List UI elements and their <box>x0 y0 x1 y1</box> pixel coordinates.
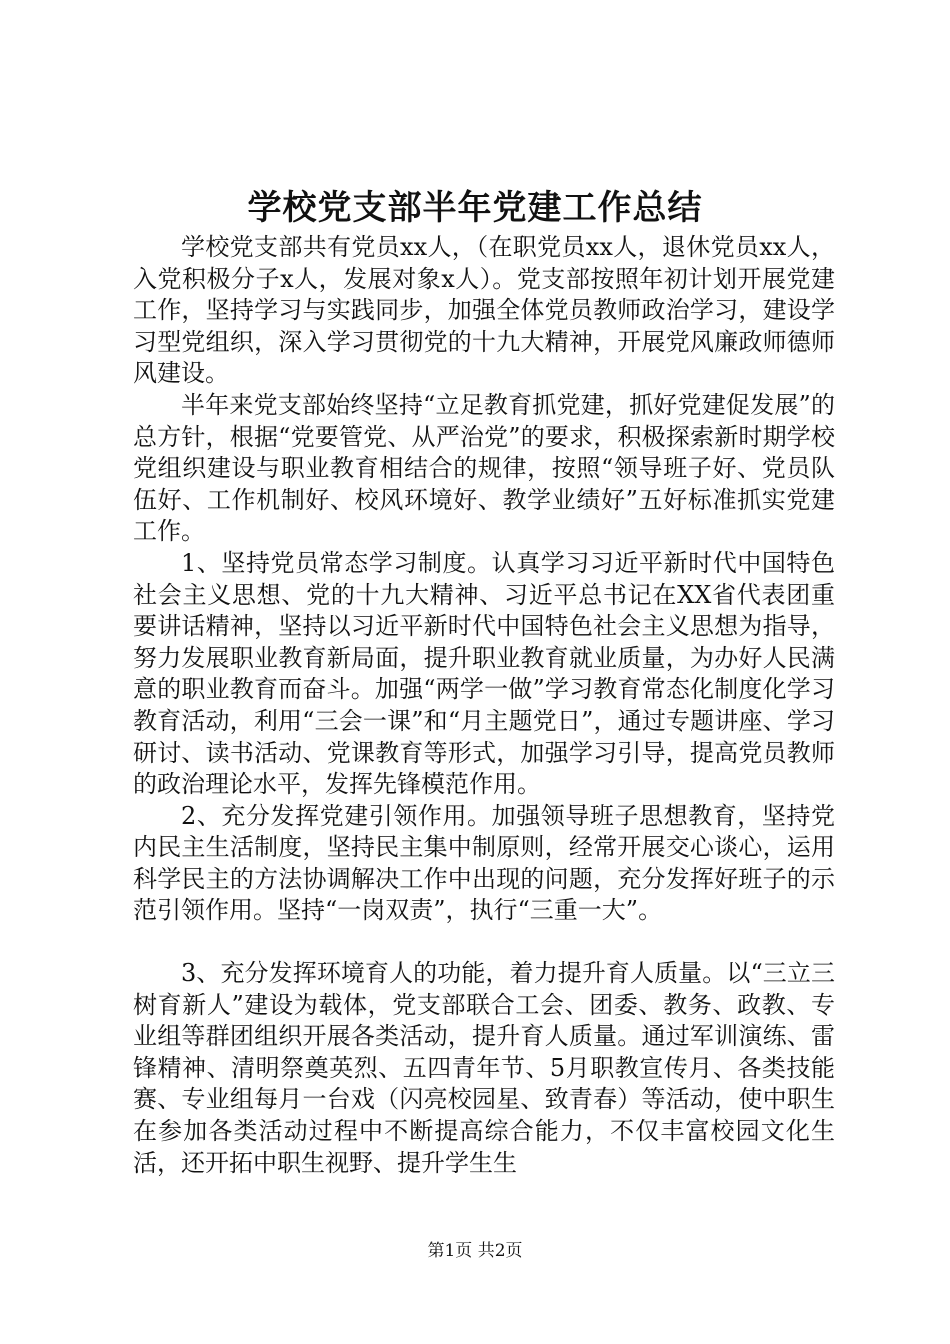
paragraph-item-1: 1、坚持党员常态学习制度。认真学习习近平新时代中国特色社会主义思想、党的十九大精神、习近平总书记在XX省代表团重要讲话精神，坚持以习近平新时代中国特色社会主义思想为指导，努力发展职业教育新局面，提升职业教育就业质量，为办好人民满意的职业教育而奋斗。加强“两学一做”学习教育常态化制度化学习教育活动，利用“三会一课”和“月主题党日”，通过专题讲座、学习研讨、读书活动、党课教育等形式，加强学习引导，提高党员教师的政治理论水平，发挥先锋模范作用。 <box>133 548 835 799</box>
document-body <box>133 232 835 1179</box>
paragraph-spacer <box>133 927 835 958</box>
paragraph-item-2: 2、充分发挥党建引领作用。加强领导班子思想教育，坚持党内民主生活制度，坚持民主集中制原则，经常开展交心谈心，运用科学民主的方法协调解决工作中出现的问题，充分发挥好班子的示范引领作用。坚持“一岗双责”，执行“三重一大”。 <box>133 801 835 925</box>
paragraph-item-3: 3、充分发挥环境育人的功能，着力提升育人质量。以“三立三树育新人”建设为载体，党支部联合工会、团委、教务、政教、专业组等群团组织开展各类活动，提升育人质量。通过军训演练、雷锋精神、清明祭奠英烈、五四青年节、5月职教宣传月、各类技能赛、专业组每月一台戏（闪亮校园星、致青春）等活动，使中职生在参加各类活动过程中不断提高综合能力，不仅丰富校园文化生活，还开拓中职生视野、提升学生生 <box>133 959 835 1177</box>
document-title: 学校党支部半年党建工作总结 <box>247 188 703 228</box>
paragraph-guideline: 半年来党支部始终坚持“立足教育抓党建，抓好党建促发展”的总方针，根据“党要管党、从严治党”的要求，积极探索新时期学校党组织建设与职业教育相结合的规律，按照“领导班子好、党员队伍好、工作机制好、校风环境好、教学业绩好”五好标准抓实党建工作。 <box>133 390 835 546</box>
paragraph-intro: 学校党支部共有党员xx人，（在职党员xx人，退休党员xx人，入党积极分子x人，发展对象x人）。党支部按照年初计划开展党建工作，坚持学习与实践同步，加强全体党员教师政治学习，建设学习型党组织，深入学习贯彻党的十九大精神，开展党风廉政师德师风建设。 <box>133 233 835 388</box>
page-footer: 第1页 共2页 <box>427 1241 523 1261</box>
